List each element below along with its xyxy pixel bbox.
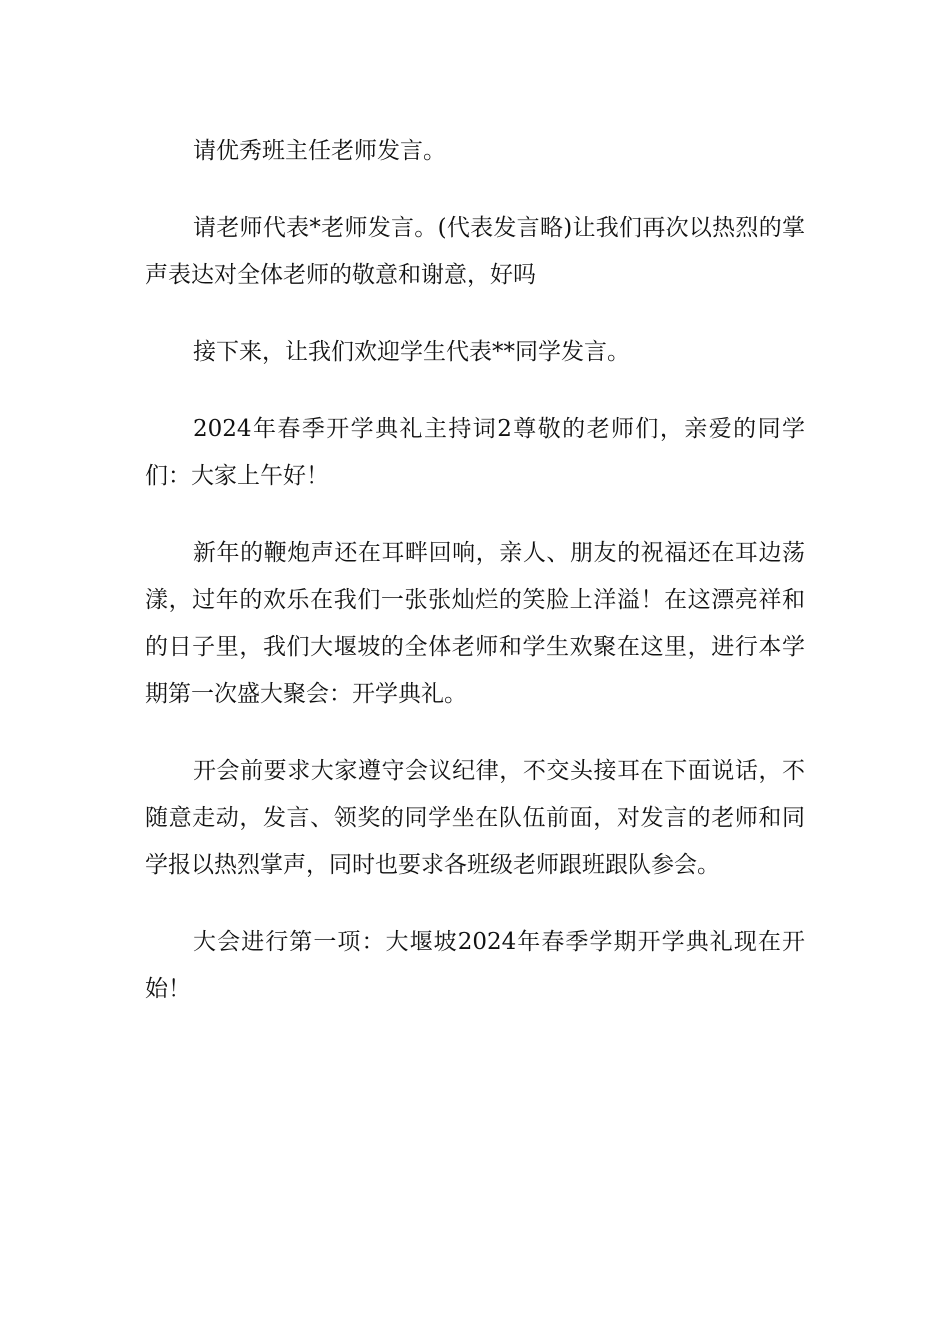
paragraph-3: 接下来，让我们欢迎学生代表**同学发言。 — [193, 339, 630, 365]
paragraph-6: 开会前要求大家遵守会议纪律，不交头接耳在下面说话，不随意走动，发言、领奖的同学坐在队伍前面，对发言的老师和同学报以热烈掌声，同时也要求各班级老师跟班跟队参会。 — [145, 758, 805, 878]
paragraph-1: 请优秀班主任老师发言。 — [193, 138, 446, 164]
paragraph-2: 请老师代表*老师发言。(代表发言略)让我们再次以热烈的掌声表达对全体老师的敬意和谢意，好吗 — [145, 215, 805, 288]
document-body — [145, 128, 805, 1043]
paragraph-4: 2024年春季开学典礼主持词2尊敬的老师们，亲爱的同学们：大家上午好！ — [145, 416, 805, 489]
paragraph-7: 大会进行第一项：大堰坡2024年春季学期开学典礼现在开始！ — [145, 929, 805, 1002]
paragraph-5: 新年的鞭炮声还在耳畔回响，亲人、朋友的祝福还在耳边荡漾，过年的欢乐在我们一张张灿烂的笑脸上洋溢！在这漂亮祥和的日子里，我们大堰坡的全体老师和学生欢聚在这里，进行本学期第一次盛大聚会：开学典礼。 — [145, 540, 805, 707]
